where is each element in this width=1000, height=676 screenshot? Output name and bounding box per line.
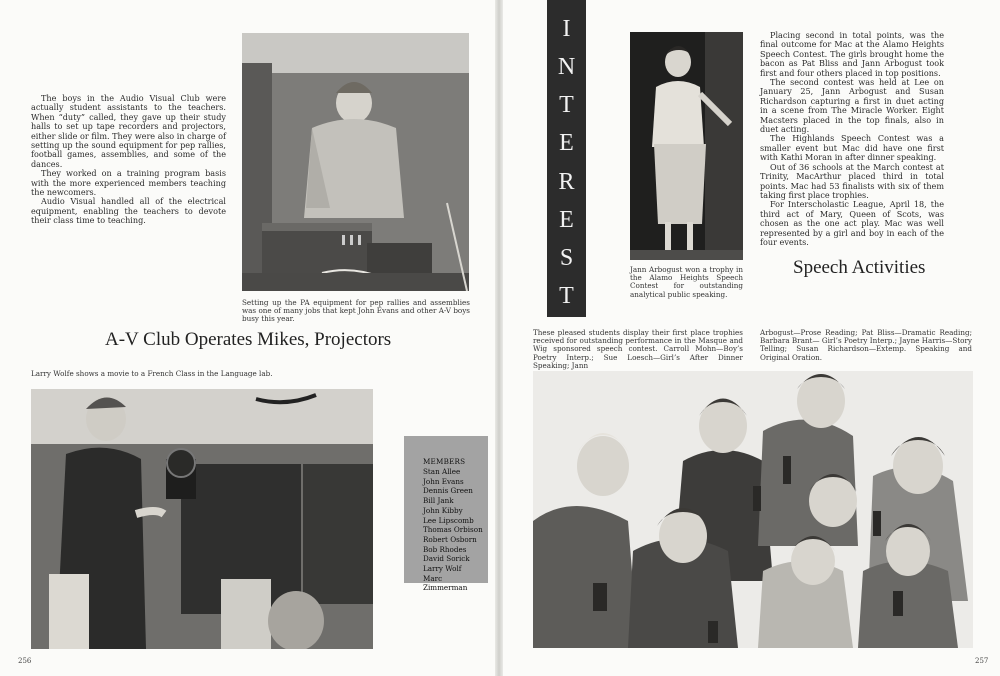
member-name: Stan Allee bbox=[423, 467, 461, 476]
speech-paragraph-2: The second contest was held at Lee on January 25, Jann Arbogust and Susan Richardson capturing a first in duet acting in a scene from The Miracle Worker. Eight Macsters placed in the top finals, also in duet acting. bbox=[760, 77, 944, 135]
speech-paragraph-1: Placing second in total points, was the final outcome for Mac at the Alamo Heights Speech Contest. The girls brought home the bacon as Pat Bliss and Jann Arbogust took first and four others placed in top positions. bbox=[760, 30, 944, 78]
member-name: Thomas Orbison bbox=[423, 525, 483, 535]
member-name: Marc Zimmerman bbox=[423, 573, 468, 593]
interest-letter: E bbox=[559, 207, 574, 233]
member-name: Bill Jank bbox=[423, 496, 454, 506]
portrait-caption: Jann Arbogust won a trophy in the Alamo Heights Speech Contest for outstanding analytical public speaking. bbox=[630, 265, 743, 299]
interest-letter: T bbox=[559, 92, 574, 118]
interest-letter: R bbox=[558, 169, 575, 195]
av-paragraph-2: They worked on a training program basis with the more experienced members teaching the newcomers. bbox=[31, 168, 226, 198]
interest-letter: N bbox=[557, 54, 576, 80]
speech-body-text bbox=[760, 31, 944, 247]
book-gutter bbox=[495, 0, 503, 676]
speech-paragraph-3: The Highlands Speech Contest was a smaller event but Mac did have one first with Kathi Moran in after dinner speaking. bbox=[760, 133, 944, 163]
av-paragraph-1: The boys in the Audio Visual Club were actually student assistants to the teachers. When “duty” called, they gave up their study halls to set up tape recorders and projectors, either slide or film. They were also in charge of setting up the sound equipment for pep rallies, football games, assemblies, and some of the dances. bbox=[31, 93, 226, 169]
av-paragraph-3: Audio Visual handled all of the electrical equipment, enabling the teachers to devote their class time to teaching. bbox=[31, 196, 226, 226]
av-club-headline: A-V Club Operates Mikes, Projectors bbox=[105, 329, 392, 350]
member-name: John Evans bbox=[423, 476, 464, 486]
speech-paragraph-4: Out of 36 schools at the March contest at Trinity, MacArthur placed third in total points. Mac had 53 finalists with six of them taking first place trophies. bbox=[760, 161, 944, 200]
member-name: David Sorick bbox=[423, 554, 470, 564]
pa-equipment-photo bbox=[242, 33, 469, 291]
group-photo-caption-left: These pleased students display their first place trophies received for outstanding performance in the Masque and Wig sponsored speech contest. Carroll Mohn—Boy’s Poetry Interp.; Sue Loesch—Girl’s After Dinner Speaking; Jann bbox=[533, 328, 743, 370]
member-name: Larry Wolf bbox=[423, 564, 462, 574]
interest-letter: I bbox=[562, 16, 571, 42]
members-list bbox=[423, 467, 488, 593]
left-page-number: 256 bbox=[18, 657, 32, 665]
interest-side-title bbox=[547, 0, 586, 317]
interest-letter: T bbox=[559, 283, 574, 309]
member-name: Robert Osborn bbox=[423, 534, 477, 544]
member-name: Lee Lipscomb bbox=[423, 515, 474, 525]
jann-arbogust-portrait bbox=[630, 32, 743, 260]
member-name: John Kibby bbox=[423, 505, 463, 515]
language-lab-movie-photo bbox=[31, 389, 373, 649]
speech-winners-group-photo bbox=[533, 371, 973, 648]
speech-paragraph-5: For Interscholastic League, April 18, the third act of Mary, Queen of Scots, was chosen as the one act play. Mac was well represented by a girl and boy in each of the four events. bbox=[760, 199, 944, 247]
av-club-body-text bbox=[31, 94, 226, 226]
members-box bbox=[404, 436, 488, 593]
movie-photo-caption: Larry Wolfe shows a movie to a French Class in the Language lab. bbox=[31, 369, 273, 378]
right-page-number: 257 bbox=[975, 657, 989, 665]
group-photo-caption-right: Arbogust—Prose Reading; Pat Bliss—Dramatic Reading; Barbara Brant— Girl’s Poetry Interp.; Jayne Harris—Story Telling; Susan Richardson—Extemp. Speaking and Original Oration. bbox=[760, 328, 972, 362]
speech-activities-headline: Speech Activities bbox=[793, 257, 926, 278]
pa-photo-caption: Setting up the PA equipment for pep rallies and assemblies was one of many jobs that kept John Evans and other A-V boys busy this year. bbox=[242, 298, 470, 324]
member-name: Dennis Green bbox=[423, 486, 473, 496]
member-name: Bob Rhodes bbox=[423, 544, 467, 554]
interest-letter: E bbox=[559, 130, 574, 156]
members-title: MEMBERS bbox=[423, 457, 466, 466]
interest-letter: S bbox=[559, 245, 574, 271]
